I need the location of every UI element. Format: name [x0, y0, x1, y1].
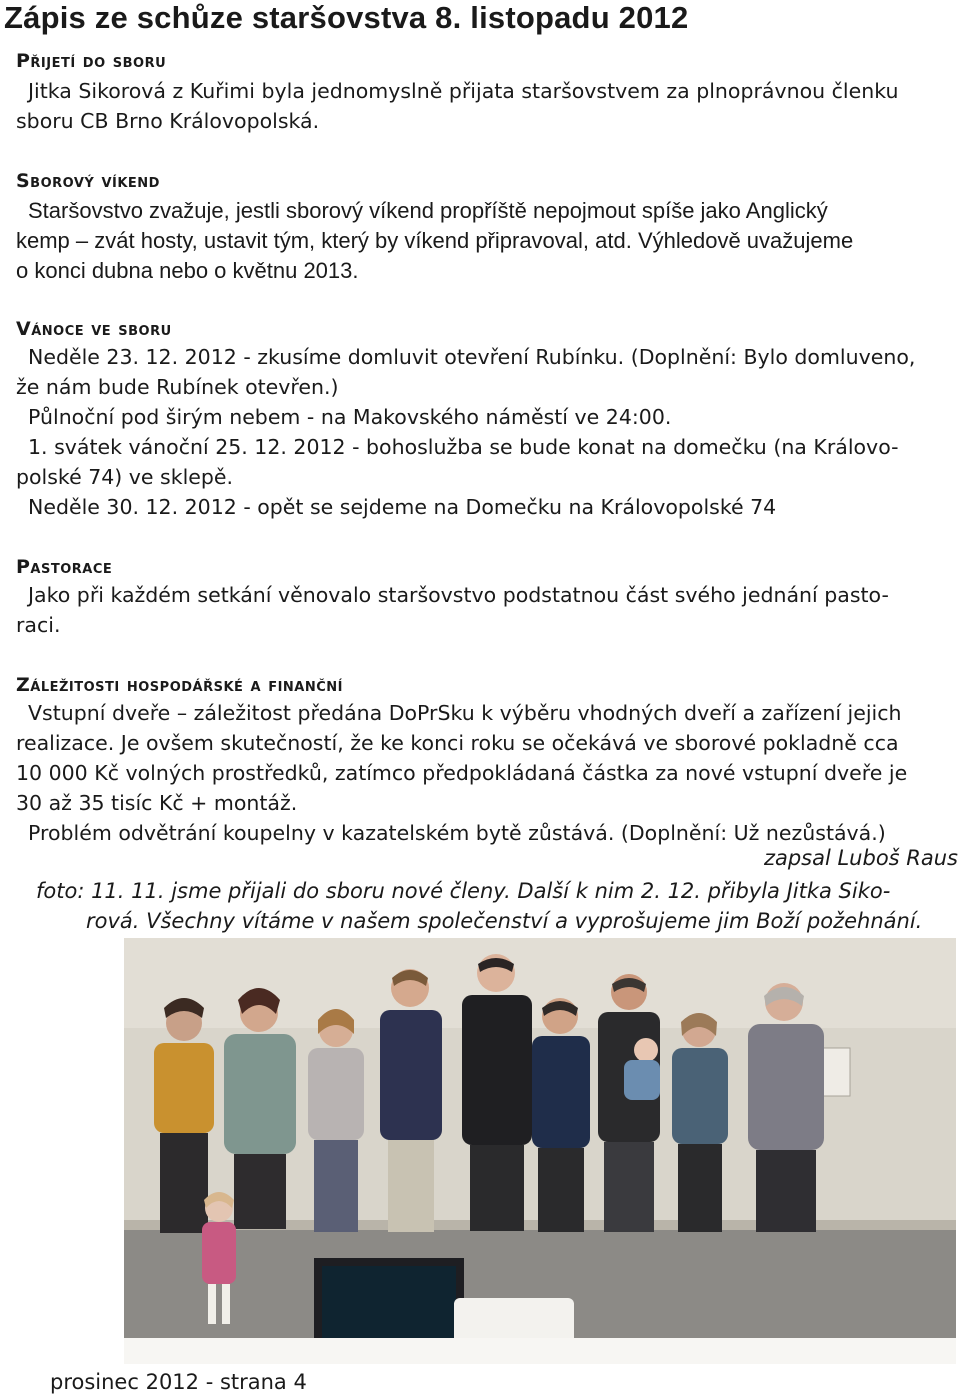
text-line: o konci dubna nebo o květnu 2013. — [16, 258, 359, 283]
text-line: raci. — [16, 613, 61, 637]
page-title: Zápis ze schůze staršovstva 8. listopadu 2012 — [4, 0, 689, 35]
text-line: polské 74) ve sklepě. — [16, 465, 234, 489]
text-line: Jako při každém setkání věnovalo staršovstvo podstatnou část svého jednání pasto- — [28, 583, 889, 607]
text-line: realizace. Je ovšem skutečností, že ke konci roku se očekává ve sborové pokladně cca — [16, 731, 899, 755]
section-body-hospodarske — [4, 698, 958, 848]
caption-line: rová. Všechny vítáme v našem společenství a vyprošujeme jim Boží požehnání. — [86, 909, 923, 933]
section-heading-prijeti: Přijetí do sboru — [16, 50, 167, 72]
section-body-vikend — [4, 196, 958, 286]
section-heading-vikend: Sborový víkend — [16, 170, 160, 192]
section-heading-vanoce: Vánoce ve sboru — [16, 318, 172, 340]
section-heading-pastorace: Pastorace — [16, 556, 113, 578]
text-line: sboru CB Brno Královopolská. — [16, 109, 320, 133]
text-line: Staršovstvo zvažuje, jestli sborový víkend propříště nepojmout spíše jako Anglický — [28, 198, 828, 223]
text-line: Vstupní dveře – záležitost předána DoPrSku k výběru vhodných dveří a zařízení jejich — [28, 701, 902, 725]
text-line: 1. svátek vánoční 25. 12. 2012 - bohoslužba se bude konat na domečku (na Královo- — [28, 435, 899, 459]
text-line: že nám bude Rubínek otevřen.) — [16, 375, 339, 399]
text-line: Neděle 23. 12. 2012 - zkusíme domluvit otevření Rubínku. (Doplnění: Bylo domluveno, — [28, 345, 916, 369]
signature: zapsal Luboš Raus — [763, 846, 958, 870]
caption-line: foto: 11. 11. jsme přijali do sboru nové členy. Další k nim 2. 12. přibyla Jitka Siko- — [36, 879, 891, 903]
section-body-pastorace — [4, 580, 958, 640]
photo-caption — [36, 876, 958, 936]
section-body-vanoce — [4, 342, 958, 522]
text-line: 30 až 35 tisíc Kč + montáž. — [16, 791, 298, 815]
group-photo — [124, 938, 956, 1364]
section-body-prijeti — [4, 76, 958, 136]
text-line: Jitka Sikorová z Kuřimi byla jednomyslně přijata staršovstvem za plnoprávnou členku — [28, 79, 899, 103]
text-line: Problém odvětrání koupelny v kazatelském bytě zůstává. (Doplnění: Už nezůstává.) — [28, 821, 886, 845]
text-line: 10 000 Kč volných prostředků, zatímco předpokládaná částka za nové vstupní dveře je — [16, 761, 908, 785]
page-footer: prosinec 2012 - strana 4 — [50, 1370, 307, 1394]
text-line: Neděle 30. 12. 2012 - opět se sejdeme na Domečku na Královopolské 74 — [28, 495, 777, 519]
section-heading-hospodarske: Záležitosti hospodářské a finanční — [16, 674, 344, 696]
text-line: kemp – zvát hosty, ustavit tým, který by víkend připravoval, atd. Výhledově uvažujeme — [16, 228, 854, 253]
group-photo-illustration — [124, 938, 956, 1364]
text-line: Půlnoční pod širým nebem - na Makovského náměstí ve 24:00. — [28, 405, 672, 429]
